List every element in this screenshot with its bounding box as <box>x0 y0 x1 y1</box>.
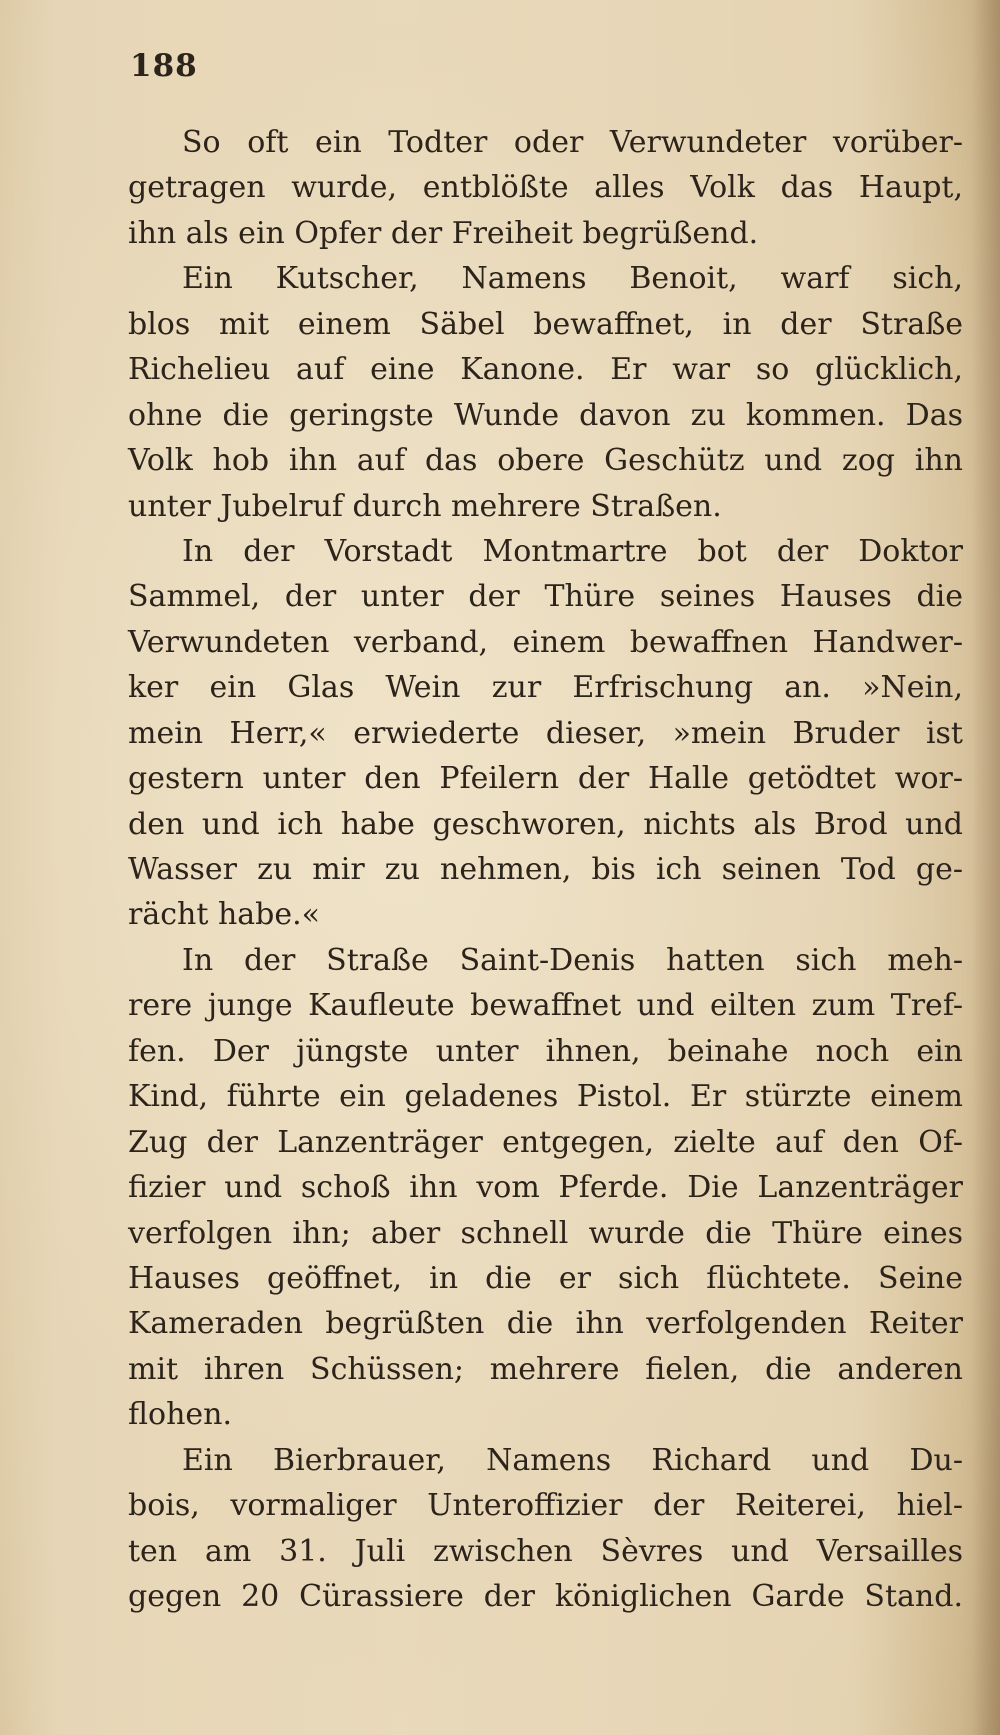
text-line: unter Jubelruf durch mehrere Straßen. <box>128 488 722 524</box>
page-number: 188 <box>130 48 198 84</box>
text-line: In der Straße Saint-Denis hatten sich meh- <box>182 942 963 978</box>
paragraph-5 <box>128 1438 963 1620</box>
text-line: ker ein Glas Wein zur Erfrischung an. »Nein, <box>128 670 963 706</box>
text-line: mein Herr,« erwiederte dieser, »mein Bruder ist <box>128 715 963 751</box>
text-line: ohne die geringste Wunde davon zu kommen. Das <box>128 397 963 433</box>
text-line: Kind, führte ein geladenes Pistol. Er stürzte einem <box>128 1079 963 1115</box>
text-line: Verwundeten verband, einem bewaffnen Handwer- <box>128 624 963 660</box>
text-line: rächt habe.« <box>128 897 320 933</box>
text-line: fizier und schoß ihn vom Pferde. Die Lanzenträger <box>128 1170 963 1206</box>
text-line: Volk hob ihn auf das obere Geschütz und zog ihn <box>128 443 963 479</box>
text-line: Kameraden begrüßten die ihn verfolgenden Reiter <box>128 1306 963 1342</box>
text-line: flohen. <box>128 1397 233 1433</box>
text-line: Richelieu auf eine Kanone. Er war so glücklich, <box>128 352 963 388</box>
body-text <box>128 120 963 1619</box>
text-line: Hauses geöffnet, in die er sich flüchtete. Seine <box>128 1260 963 1296</box>
text-line: gestern unter den Pfeilern der Halle getödtet wor- <box>128 761 963 797</box>
text-line: getragen wurde, entblößte alles Volk das Haupt, <box>128 170 963 206</box>
paragraph-1 <box>128 120 963 256</box>
text-line: bois, vormaliger Unteroffizier der Reiterei, hiel- <box>128 1488 963 1524</box>
text-line: In der Vorstadt Montmartre bot der Doktor <box>182 533 963 569</box>
text-line: ten am 31. Juli zwischen Sèvres und Versailles <box>128 1533 963 1569</box>
text-line: Sammel, der unter der Thüre seines Hauses die <box>128 579 963 615</box>
text-line: fen. Der jüngste unter ihnen, beinahe noch ein <box>128 1033 963 1069</box>
text-line: Ein Kutscher, Namens Benoit, warf sich, <box>182 261 963 297</box>
text-line: Zug der Lanzenträger entgegen, zielte auf den Of- <box>128 1124 963 1160</box>
text-line: So oft ein Todter oder Verwundeter vorüber- <box>182 125 963 160</box>
text-line: Ein Bierbrauer, Namens Richard und Du- <box>182 1442 963 1478</box>
paragraph-4 <box>128 938 963 1438</box>
paragraph-3 <box>128 529 963 938</box>
text-line: ihn als ein Opfer der Freiheit begrüßend. <box>128 215 759 251</box>
text-line: Wasser zu mir zu nehmen, bis ich seinen Tod ge- <box>128 852 963 887</box>
text-line: mit ihren Schüssen; mehrere fielen, die anderen <box>128 1351 963 1387</box>
text-line: verfolgen ihn; aber schnell wurde die Thüre eines <box>128 1215 963 1251</box>
text-line: blos mit einem Säbel bewaffnet, in der Straße <box>128 306 963 342</box>
text-line: gegen 20 Cürassiere der königlichen Garde Stand. <box>128 1579 963 1614</box>
text-line: den und ich habe geschworen, nichts als Brod und <box>128 806 963 842</box>
text-line: rere junge Kaufleute bewaffnet und eilten zum Tref- <box>128 988 963 1024</box>
paragraph-2 <box>128 256 963 529</box>
